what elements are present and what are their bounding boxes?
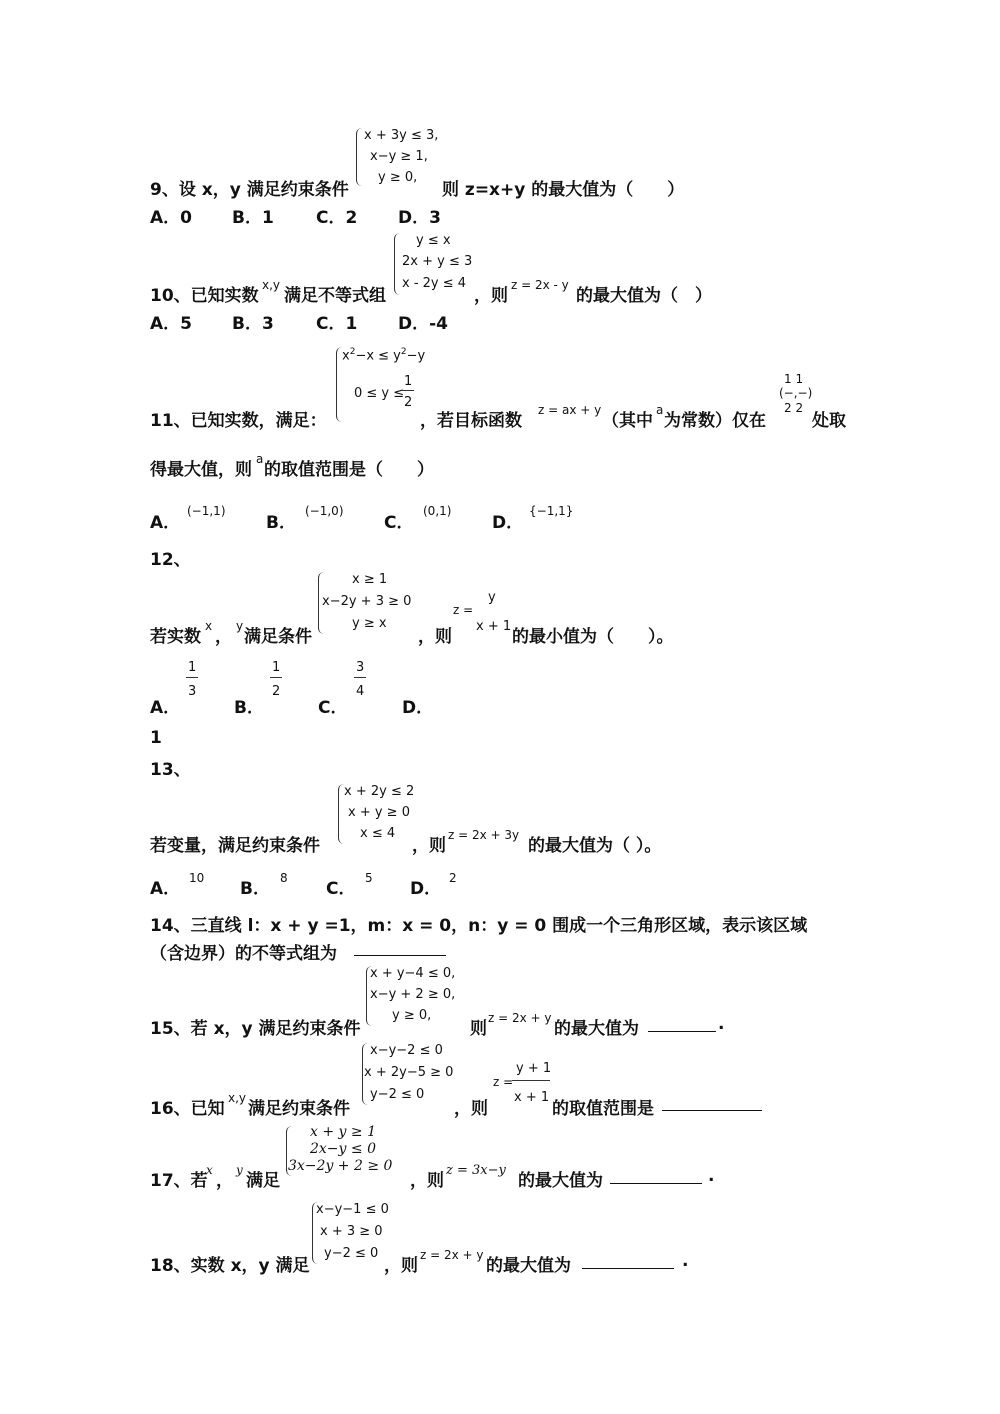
option-a: A．0 (150, 208, 192, 228)
question-text-suffix: 的最大值为（ ） (576, 286, 712, 306)
question-text-mid: ，则 (384, 1256, 418, 1276)
answer-blank[interactable] (662, 1110, 762, 1111)
option-b-value: 8 (280, 871, 288, 885)
constraint-2: 2x + y ≤ 3 (402, 254, 473, 269)
constraint-1: x + 3y ≤ 3, (364, 128, 439, 143)
constraint-2-left: 0 ≤ y ≤ (354, 386, 405, 401)
option-c-numerator: 3 (356, 660, 365, 675)
objective-expr: z = 2x + y (420, 1248, 484, 1262)
constraint-3: x - 2y ≤ 4 (402, 276, 467, 291)
objective-expr: z = 3x−y (446, 1163, 506, 1178)
option-a-value: (−1,1) (187, 504, 226, 518)
answer-blank[interactable] (610, 1183, 702, 1184)
comma: ， (215, 627, 232, 647)
objective-expr: z = 2x + y (488, 1011, 552, 1025)
constraint-2: 2x−y ≤ 0 (310, 1141, 376, 1157)
option-d: D．3 (398, 208, 441, 228)
option-c-value: 5 (365, 871, 373, 885)
option-d: D．-4 (398, 314, 448, 334)
question-text: 11、已知实数，满足： (150, 411, 327, 431)
option-d-value: {−1,1} (529, 504, 574, 518)
option-b: B． (266, 513, 296, 533)
question-text-mid: 满足不等式组 (284, 286, 386, 306)
question-text-suffix: 处取 (812, 411, 846, 431)
question-text-mid2: （其中 (602, 411, 653, 431)
question-text-mid: 满足约束条件 (248, 1099, 350, 1119)
option-a-fraction-bar (186, 677, 198, 678)
period: . (708, 1166, 715, 1186)
question-text: 10、已知实数 (150, 286, 259, 306)
point-top: 1 1 (784, 372, 804, 386)
constraint-2: x + 3 ≥ 0 (320, 1224, 383, 1239)
option-a: A． (150, 513, 181, 533)
question-text: 若变量，满足约束条件 (150, 836, 320, 856)
option-b-value: (−1,0) (305, 504, 344, 518)
option-b-fraction-bar (270, 677, 282, 678)
option-b: B． (240, 879, 270, 899)
question-text-mid: 满足条件 (244, 627, 312, 647)
question-text-mid2: ，则 (474, 286, 508, 306)
question-text-line2: （含边界）的不等式组为 (150, 944, 337, 964)
constraint-3: y ≥ x (352, 616, 387, 631)
question-text-mid3: 为常数）仅在 (664, 411, 766, 431)
z-equals: z = (453, 603, 474, 617)
question-text-mid: ，则 (412, 836, 446, 856)
constraint-1: y ≤ x (416, 233, 451, 248)
fraction-numerator: 1 (404, 374, 413, 389)
comma: ， (216, 1171, 233, 1191)
constraint-3: y−2 ≤ 0 (324, 1246, 379, 1261)
question-text-mid2: ，则 (410, 1171, 444, 1191)
fraction-denominator: x + 1 (514, 1090, 550, 1105)
option-c: C． (318, 698, 348, 718)
constraint-1: x + 2y ≤ 2 (344, 784, 415, 799)
fraction-denominator: 2 (404, 395, 413, 410)
option-b-denominator: 2 (272, 684, 281, 699)
var-x: x (205, 619, 213, 633)
system-brace (356, 128, 363, 186)
question-text: 16、已知 (150, 1099, 225, 1119)
objective-expr: z = 2x - y (511, 278, 569, 292)
var-a: a (656, 403, 664, 417)
option-c: C．1 (316, 314, 358, 334)
option-b: B．1 (232, 208, 274, 228)
question-text-mid2: ，则 (454, 1099, 488, 1119)
constraint-1: x + y−4 ≤ 0, (370, 966, 456, 981)
question-text-suffix: 的最小值为（ ）。 (512, 627, 674, 647)
question-text: 14、三直线 l：x + y =1，m：x = 0，n：y = 0 围成一个三角形区域，表示该区域 (150, 916, 808, 936)
fraction-denominator: x + 1 (476, 619, 512, 634)
option-a: A． (150, 879, 181, 899)
option-c: C． (384, 513, 414, 533)
question-text-line2-suffix: 的取值范围是（ ） (264, 460, 434, 480)
option-b-numerator: 1 (272, 660, 281, 675)
question-text-suffix: 的最大值为 (554, 1019, 639, 1039)
period: . (718, 1014, 725, 1034)
question-text: 15、若 x，y 满足约束条件 (150, 1019, 361, 1039)
answer-blank[interactable] (648, 1031, 716, 1032)
fraction-numerator: y (488, 590, 496, 605)
question-text: 若实数 (150, 627, 201, 647)
constraint-2: x + y ≥ 0 (348, 805, 410, 820)
question-text-suffix: 则 z=x+y 的最大值为（ ） (442, 180, 685, 200)
constraint-2: x−2y + 3 ≥ 0 (322, 594, 412, 609)
option-a-denominator: 3 (188, 684, 197, 699)
fraction-bar (402, 390, 414, 391)
constraint-2: x−y + 2 ≥ 0, (370, 987, 456, 1002)
constraint-1: $x^2-x \le y^2-y$ (342, 347, 426, 364)
answer-blank[interactable] (582, 1268, 674, 1269)
question-number: 12、 (150, 550, 191, 570)
objective-expr: z = 2x + 3y (448, 828, 520, 842)
constraint-3: x ≤ 4 (360, 826, 396, 841)
option-c: C． (326, 879, 356, 899)
option-c: C．2 (316, 208, 358, 228)
option-b: B．3 (232, 314, 274, 334)
question-text: 17、若 (150, 1171, 208, 1191)
option-a: A． (150, 698, 181, 718)
option-c-value: (0,1) (423, 504, 452, 518)
var-xy: x,y (228, 1091, 247, 1105)
option-d-value: 2 (449, 871, 457, 885)
option-a-value: 10 (189, 871, 205, 885)
option-d: D． (410, 879, 442, 899)
fraction-bar (512, 1080, 550, 1081)
question-text-mid: 则 (470, 1019, 487, 1039)
question-text-suffix: 的最大值为（ ）。 (528, 836, 662, 856)
objective-expr: z = ax + y (538, 403, 602, 417)
var-x: x (206, 1163, 213, 1177)
constraint-1: x−y−2 ≤ 0 (370, 1043, 443, 1058)
constraint-3: 3x−2y + 2 ≥ 0 (288, 1158, 393, 1174)
var-xy: x,y (262, 278, 281, 292)
option-d: D． (402, 698, 434, 718)
var-y: y (236, 1163, 243, 1177)
var-a: a (256, 452, 264, 466)
question-text-suffix: 的最大值为 (486, 1256, 571, 1276)
system-brace (394, 233, 401, 295)
var-y: y (236, 619, 244, 633)
question-text: 9、设 x，y 满足约束条件 (150, 180, 349, 200)
option-d: D． (492, 513, 524, 533)
answer-blank[interactable] (354, 955, 446, 956)
option-d-value: 1 (150, 728, 162, 748)
constraint-2: x + 2y−5 ≥ 0 (364, 1065, 454, 1080)
option-a: A．5 (150, 314, 192, 334)
question-text-mid: ，若目标函数 (420, 411, 522, 431)
constraint-1: x + y ≥ 1 (310, 1124, 376, 1140)
question-text-line2: 得最大值，则 (150, 460, 252, 480)
question-text: 18、实数 x，y 满足 (150, 1256, 310, 1276)
constraint-2: x−y ≥ 1, (370, 149, 428, 164)
option-c-fraction-bar (354, 677, 366, 678)
constraint-3: y ≥ 0, (392, 1008, 432, 1023)
option-c-denominator: 4 (356, 684, 365, 699)
question-text-suffix: 的最大值为 (518, 1171, 603, 1191)
question-text-mid2: ，则 (418, 627, 452, 647)
point-coords: (−,−) (779, 386, 813, 400)
constraint-3: y ≥ 0, (378, 170, 418, 185)
question-text-mid: 满足 (246, 1171, 280, 1191)
option-b: B． (234, 698, 264, 718)
fraction-numerator: y + 1 (516, 1061, 552, 1076)
question-text-suffix: 的取值范围是 (552, 1099, 654, 1119)
point-bottom: 2 2 (784, 401, 804, 415)
constraint-1: x ≥ 1 (352, 572, 388, 587)
question-number: 13、 (150, 760, 191, 780)
period: . (682, 1251, 689, 1271)
option-a-numerator: 1 (188, 660, 197, 675)
z-equals: z = (493, 1075, 514, 1089)
constraint-1: x−y−1 ≤ 0 (316, 1202, 389, 1217)
constraint-3: y−2 ≤ 0 (370, 1087, 425, 1102)
